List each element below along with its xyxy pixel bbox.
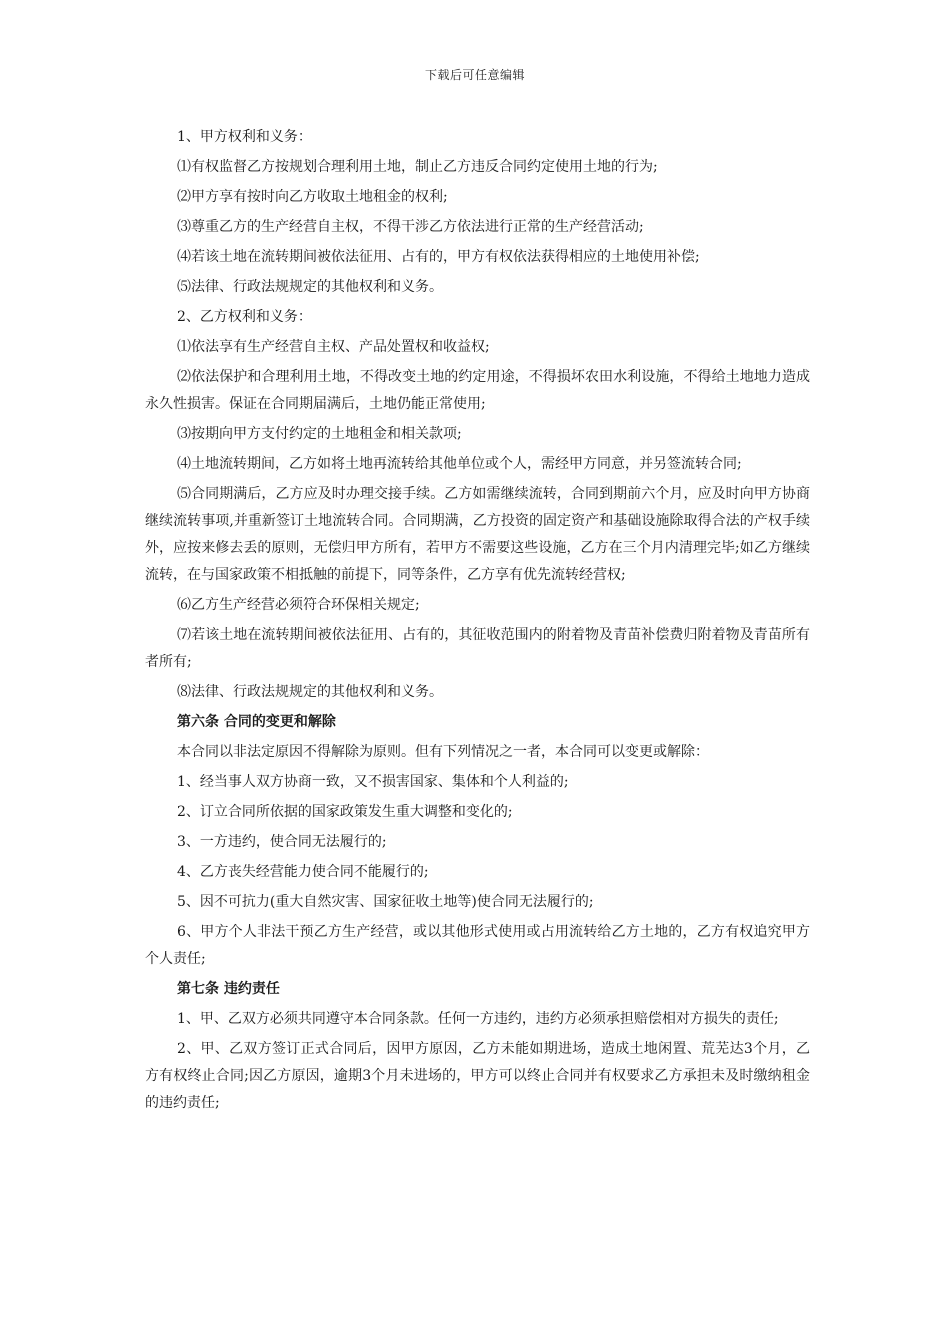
paragraph: 5、因不可抗力(重大自然灾害、国家征收土地等)使合同无法履行的; (177, 894, 594, 910)
paragraph: 2、甲、乙双方签订正式合同后，因甲方原因，乙方未能如期进场，造成土地闲置、荒芜达3个月，乙方有权终止合同;因乙方原因，逾期3个月未进场的，甲方可以终止合同并有权要求乙方承担未及时缴纳租金的违约责任; (145, 1041, 810, 1111)
paragraph: 4、乙方丧失经营能力使合同不能履行的; (177, 864, 429, 880)
paragraph: 1、甲方权利和义务： (177, 129, 312, 145)
paragraph: ⑺若该土地在流转期间被依法征用、占有的，其征收范围内的附着物及青苗补偿费归附着物及青苗所有者所有; (145, 627, 810, 670)
paragraph: ⑵甲方享有按时向乙方收取土地租金的权利; (177, 189, 448, 205)
paragraph: ⑷土地流转期间，乙方如将土地再流转给其他单位或个人，需经甲方同意，并另签流转合同; (177, 456, 742, 472)
paragraph: ⑶按期向甲方支付约定的土地租金和相关款项; (177, 426, 462, 442)
paragraph: ⑴有权监督乙方按规划合理利用土地，制止乙方违反合同约定使用土地的行为; (177, 159, 658, 175)
paragraph: ⑹乙方生产经营必须符合环保相关规定; (177, 597, 420, 613)
document-body (145, 124, 810, 1117)
paragraph: 本合同以非法定原因不得解除为原则。但有下列情况之一者，本合同可以变更或解除： (177, 744, 709, 760)
paragraph: 2、乙方权利和义务： (177, 309, 312, 325)
paragraph: 2、订立合同所依据的国家政策发生重大调整和变化的; (177, 804, 513, 820)
paragraph: ⑸法律、行政法规规定的其他权利和义务。 (177, 279, 443, 295)
paragraph: 1、经当事人双方协商一致，又不损害国家、集体和个人利益的; (177, 774, 569, 790)
paragraph: ⑸合同期满后，乙方应及时办理交接手续。乙方如需继续流转，合同到期前六个月，应及时向甲方协商继续流转事项,并重新签订土地流转合同。合同期满，乙方投资的固定资产和基础设施除取得合法的产权手续外，应按来修去丢的原则，无偿归甲方所有，若甲方不需要这些设施，乙方在三个月内清理完毕;如乙方继续流转，在与国家政策不相抵触的前提下，同等条件，乙方享有优先流转经营权; (145, 486, 810, 583)
paragraph: ⑻法律、行政法规规定的其他权利和义务。 (177, 684, 443, 700)
section-heading: 第七条 违约责任 (177, 981, 280, 997)
paragraph: 1、甲、乙双方必须共同遵守本合同条款。任何一方违约，违约方必须承担赔偿相对方损失的责任; (177, 1011, 779, 1027)
section-heading: 第六条 合同的变更和解除 (177, 714, 336, 730)
paragraph: 3、一方违约，使合同无法履行的; (177, 834, 387, 850)
paragraph: 6、甲方个人非法干预乙方生产经营，或以其他形式使用或占用流转给乙方土地的，乙方有权追究甲方个人责任; (145, 924, 810, 967)
download-note: 下载后可任意编辑 (424, 68, 525, 82)
paragraph: ⑵依法保护和合理利用土地，不得改变土地的约定用途，不得损坏农田水利设施，不得给土地地力造成永久性损害。保证在合同期届满后，土地仍能正常使用; (145, 369, 810, 412)
paragraph: ⑶尊重乙方的生产经营自主权，不得干涉乙方依法进行正常的生产经营活动; (177, 219, 644, 235)
paragraph: ⑴依法享有生产经营自主权、产品处置权和收益权; (177, 339, 490, 355)
paragraph: ⑷若该土地在流转期间被依法征用、占有的，甲方有权依法获得相应的土地使用补偿; (177, 249, 700, 265)
